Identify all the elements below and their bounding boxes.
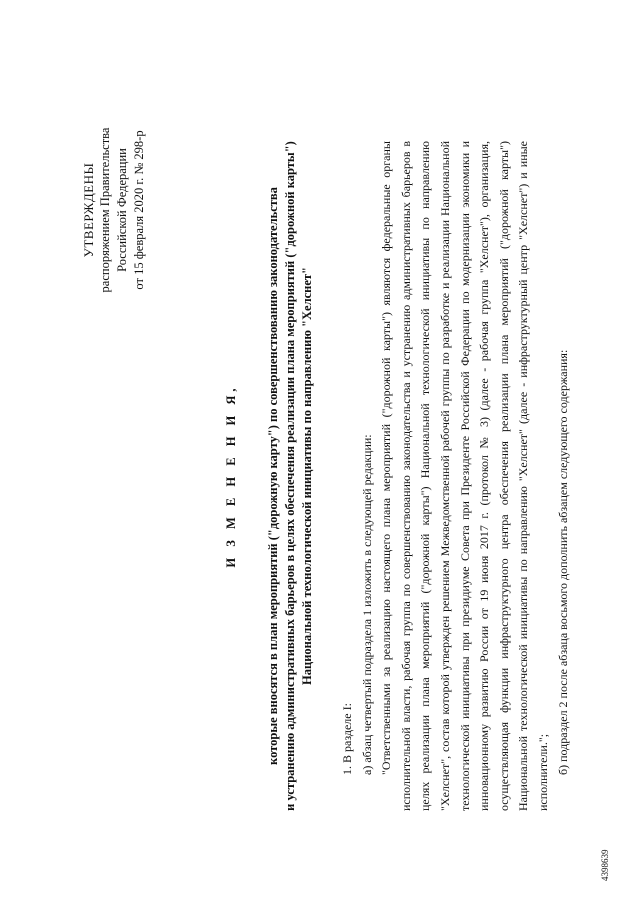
approval-line-1: распоряжением Правительства xyxy=(98,127,112,293)
title-line-2: и устранению административных барьеров в целях обеспечения реализации плана мероприятий ("дорожной карты") xyxy=(283,141,297,811)
approval-heading: УТВЕРЖДЕНЫ xyxy=(81,162,96,258)
paragraph-2: а) абзац четвертый подраздела 1 изложить в следующей редакции: xyxy=(359,434,374,775)
paragraph-1: 1. В разделе I: xyxy=(340,703,354,775)
document-title xyxy=(223,141,316,811)
approval-line-2: Российской Федерации xyxy=(115,148,129,272)
title-line-1: которые вносятся в план мероприятий ("дорожную карту") по совершенствованию законодательства xyxy=(266,187,280,765)
title-main: И З М Е Н Е Н И Я, xyxy=(224,384,238,568)
paragraph-4: б) подраздел 2 после абзаца восьмого дополнить абзацем следующего содержания: xyxy=(555,349,570,775)
title-line-3: Национальной технологической инициативы по направлению "Хелснет" xyxy=(300,267,314,685)
paragraph-3: "Ответственными за реализацию настоящего плана мероприятий ("дорожной карты") являются федеральные органы исполнительной власти, рабочая группа по совершенствованию законодательства и устранению административных барьеров в целях реализации плана мероприятий ("дорожной карты") Национальной технологической инициативы по направлению "Хелснет", состав которой утвержден решением Межведомственной рабочей группы по разработке и реализации Национальной технологической инициативы при президиуме Совета при Президенте Российской Федерации по модернизации экономики и инновационному развитию России от 19 июня 2017 г. (протокол № 3) (далее - рабочая группа "Хелснет"), организация, осуществляющая функции инфраструктурного центра обеспечения реализации плана мероприятий ("дорожной карты") Национальной технологической инициативы по направлению "Хелснет" (далее - инфраструктурный центр "Хелснет") и иные исполнители."; xyxy=(379,141,550,811)
approval-stamp xyxy=(80,80,148,340)
document-body xyxy=(338,141,573,811)
document-number: 4398639 xyxy=(600,849,610,881)
approval-line-3: от 15 февраля 2020 г. № 298-р xyxy=(132,130,146,290)
